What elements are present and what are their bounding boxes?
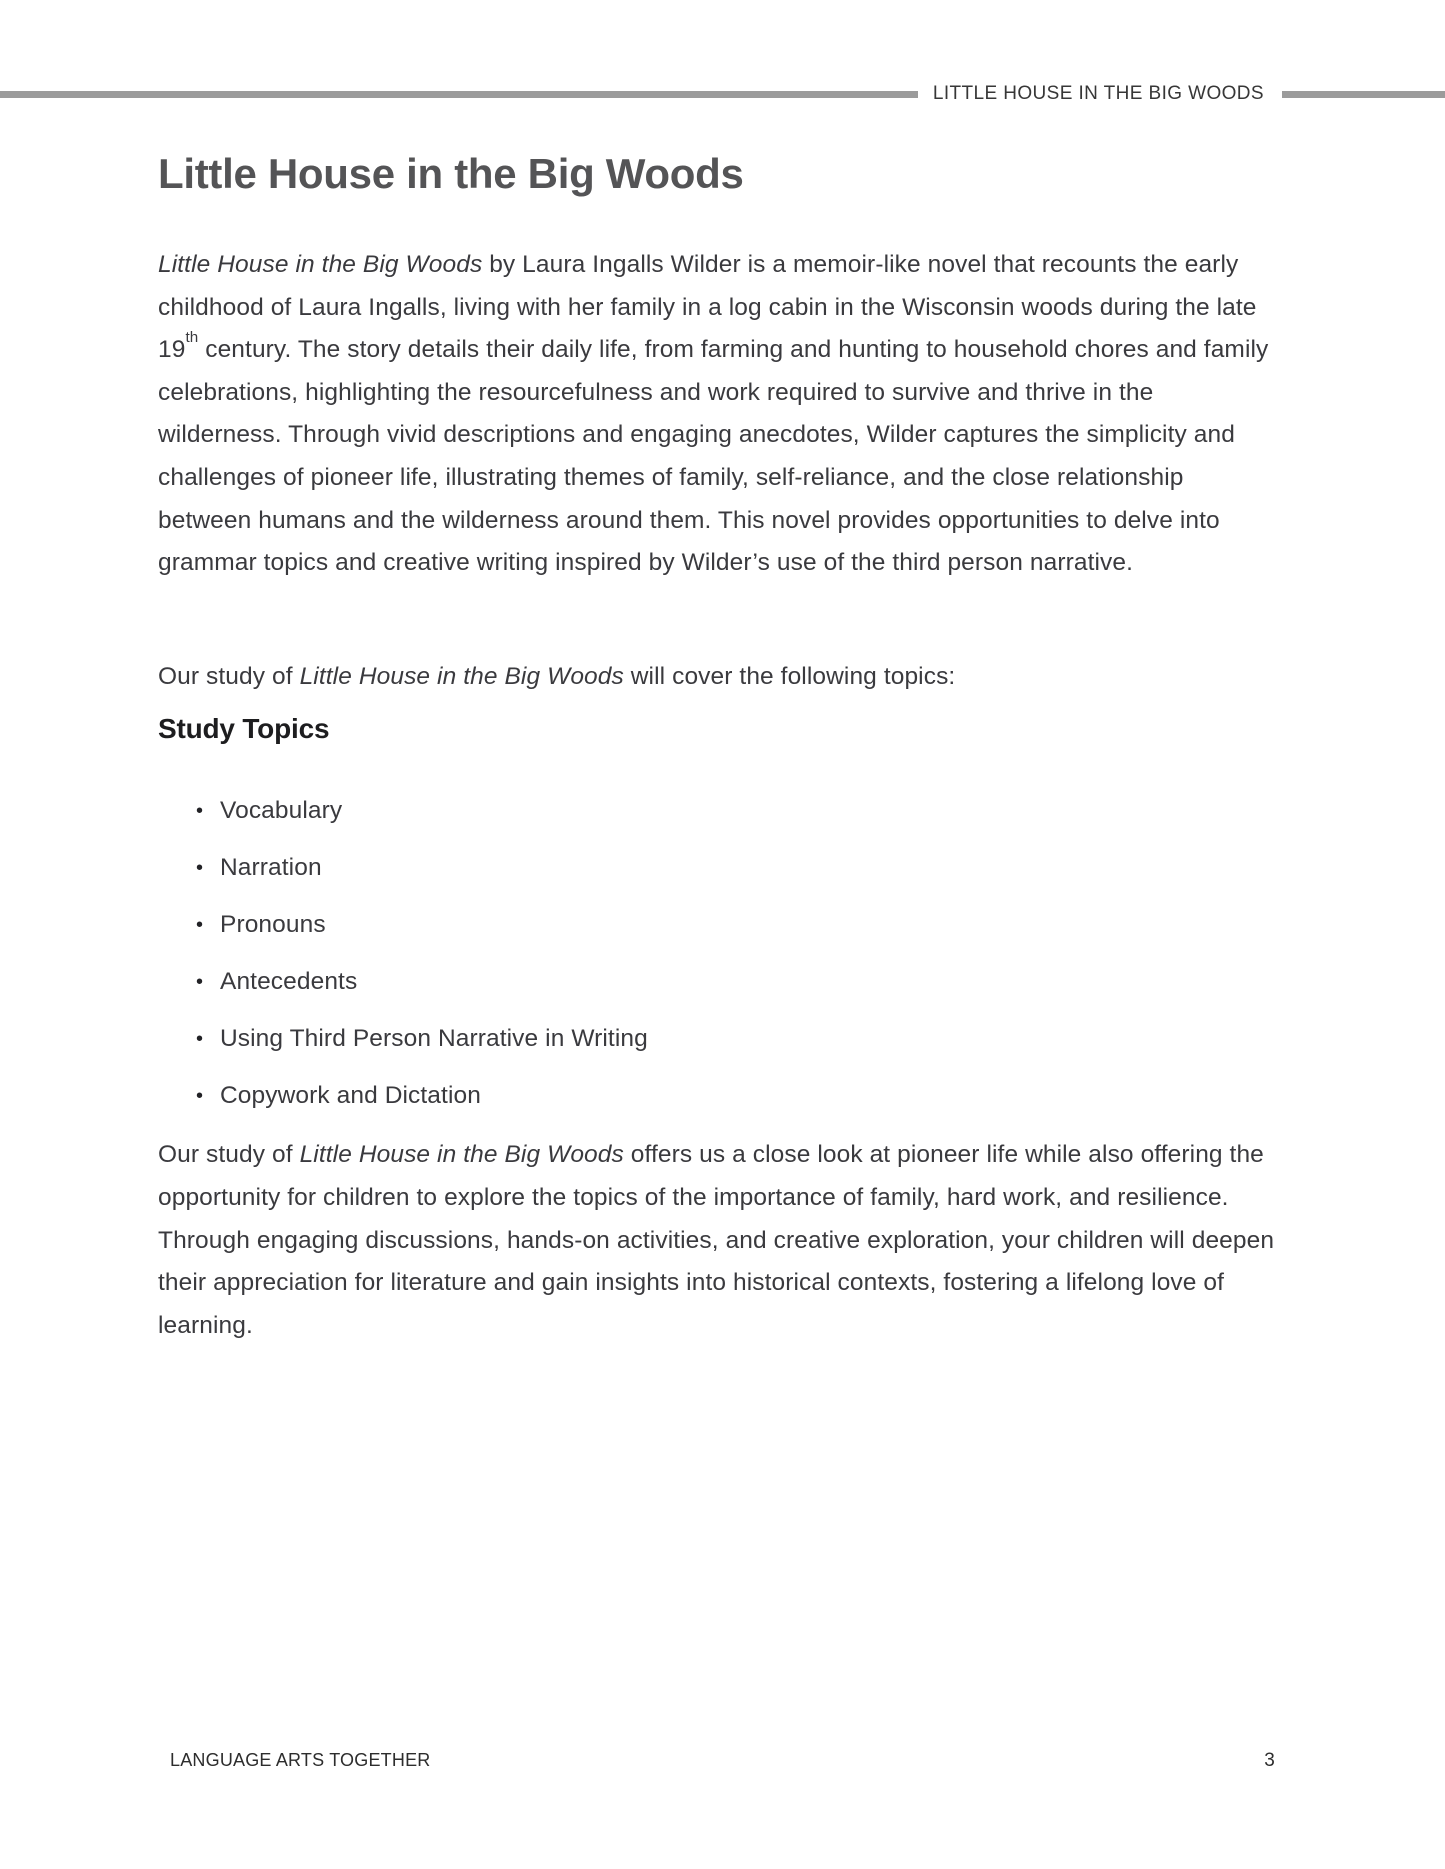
study-topic-label: Narration — [220, 854, 322, 882]
study-topic-label: Using Third Person Narrative in Writing — [220, 1025, 648, 1053]
text-segment-italic: Little House in the Big Woods — [299, 1141, 624, 1169]
study-topic-item — [158, 967, 1275, 997]
study-topic-label: Copywork and Dictation — [220, 1082, 481, 1110]
bullet-icon: • — [196, 1028, 204, 1051]
text-segment: century. The story details their daily life, from farming and hunting to household chores and family celebrations, highlighting the resourcefulness and work required to survive and thrive in the wilderness. Through vivid descriptions and engaging anecdotes, Wilder captures the simplicity and challenges of pioneer life, illustrating themes of family, self-reliance, and the close relationship between humans and the wilderness around them. This novel provides opportunities to delve into grammar topics and creative writing inspired by Wilder’s use of the third person narrative. — [158, 336, 1269, 577]
study-topics-heading: Study Topics — [158, 713, 330, 745]
text-segment: by Laura Ingalls Wilder is a memoir-like novel that recounts the early childhood of Laura Ingalls, living with her family in a log cabin in the Wisconsin woods during the late 19 — [158, 251, 1257, 364]
text-segment: Our study of — [158, 662, 300, 690]
text-segment: Our study of — [158, 1141, 300, 1169]
text-segment: will cover the following topics: — [623, 662, 956, 690]
bullet-icon: • — [196, 971, 204, 994]
study-topic-item — [158, 796, 1275, 826]
study-topic-label: Vocabulary — [220, 797, 343, 825]
bullet-icon: • — [196, 1085, 204, 1108]
text-segment-sup: th — [185, 328, 199, 346]
bullet-icon: • — [196, 800, 204, 823]
study-topics-list — [158, 796, 1275, 1111]
page-title: Little House in the Big Woods — [158, 150, 744, 197]
study-topic-item — [158, 910, 1275, 940]
content-column — [158, 0, 1275, 1347]
closing-paragraph — [158, 1134, 1275, 1347]
running-title: LITTLE HOUSE IN THE BIG WOODS — [932, 83, 1264, 104]
footer-brand: LANGUAGE ARTS TOGETHER — [170, 1750, 431, 1770]
bullet-icon: • — [196, 857, 204, 880]
topics-intro-paragraph — [158, 656, 1275, 699]
study-topic-item — [158, 1081, 1275, 1111]
study-topic-label: Pronouns — [220, 911, 326, 939]
text-segment-italic: Little House in the Big Woods — [299, 662, 624, 690]
text-segment: offers us a close look at pioneer life while also offering the opportunity for children to explore the topics of the importance of family, hard work, and resilience. Through engaging discussions, hands-on activities, and creative exploration, your children will deepen their appreciation for literature and gain insights into historical contexts, fostering a lifelong love of learning. — [158, 1141, 1275, 1339]
summary-paragraph — [158, 244, 1275, 585]
page-footer — [170, 1750, 1275, 1772]
study-topic-item — [158, 1024, 1275, 1054]
page-number: 3 — [1264, 1750, 1275, 1771]
text-segment-italic: Little House in the Big Woods — [158, 251, 483, 278]
bullet-icon: • — [196, 914, 204, 937]
header-rule-right — [1282, 91, 1445, 98]
study-topic-label: Antecedents — [220, 968, 358, 996]
study-topic-item — [158, 853, 1275, 883]
